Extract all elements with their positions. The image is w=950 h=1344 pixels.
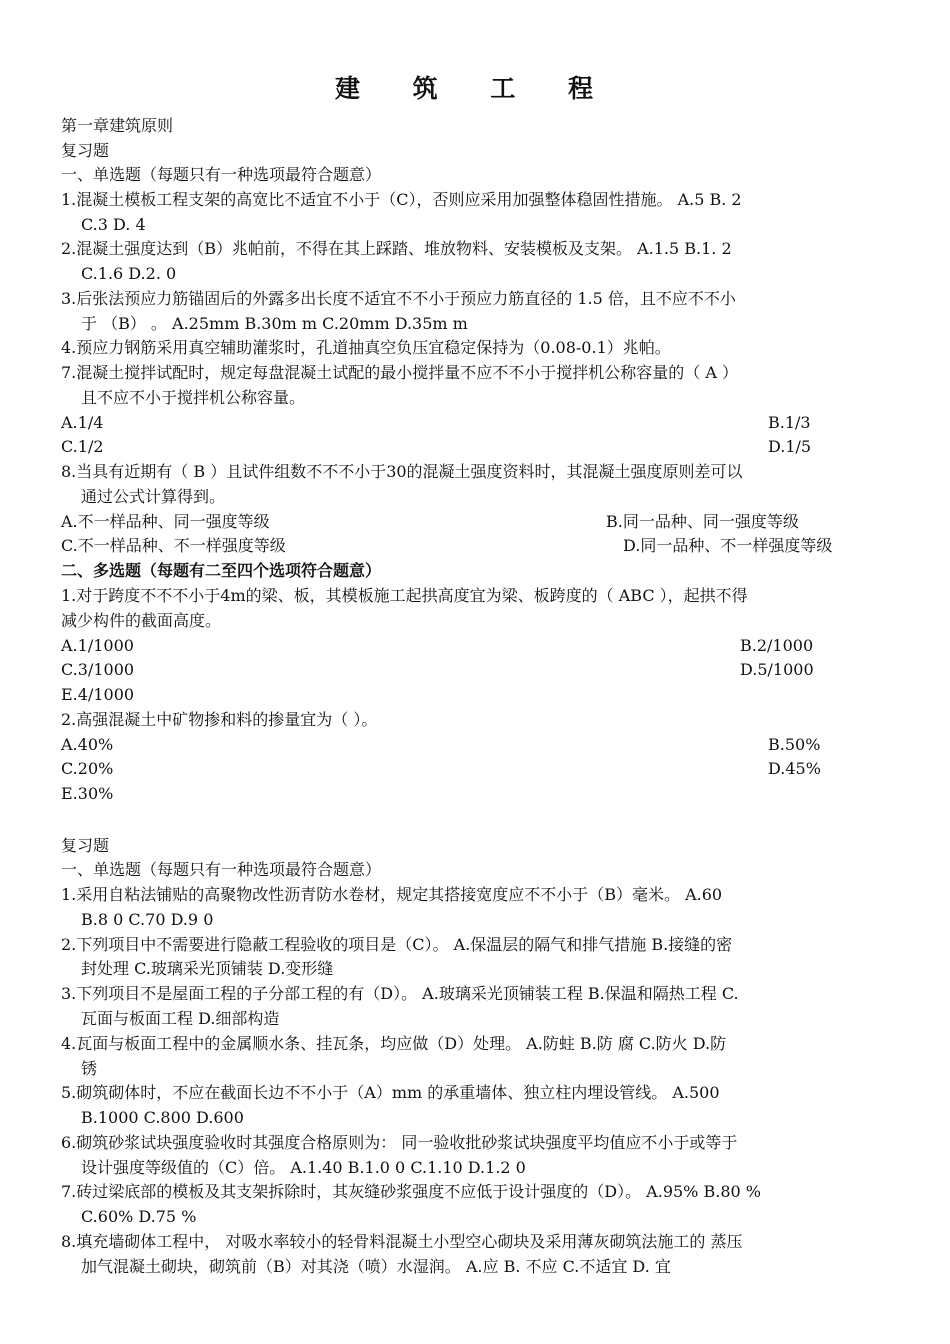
question-text: 5.砌筑砌体时，不应在截面长边不不小于（A）mm 的承重墙体、独立柱内埋设管线。 A.500 bbox=[61, 1083, 720, 1102]
question-text: 1.采用自粘法铺贴的高聚物改性沥青防水卷材，规定其搭接宽度应不不小于（B）毫米。 A.60 bbox=[61, 885, 723, 904]
question-text-cont: C.1.6 D.2. 0 bbox=[81, 264, 177, 283]
question-text: 3.后张法预应力筋锚固后的外露多出长度不适宜不不小于预应力筋直径的 1.5 倍，且不应不不小 bbox=[61, 289, 736, 308]
question-text-cont: B.1000 C.800 D.600 bbox=[81, 1108, 244, 1127]
page-title: 建 筑 工 程 bbox=[334, 74, 616, 103]
question-text: 4.瓦面与板面工程中的金属顺水条、挂瓦条，均应做（D）处理。 A.防蛀 B.防 腐 C.防火 D.防 bbox=[61, 1034, 727, 1053]
question-text-cont: B.8 0 C.70 D.9 0 bbox=[81, 910, 214, 929]
option: A.不一样品种、同一强度等级 bbox=[61, 512, 270, 531]
option: C.不一样品种、不一样强度等级 bbox=[61, 536, 286, 555]
option: E.30% bbox=[61, 784, 114, 803]
option: B.2/1000 bbox=[740, 636, 814, 655]
option: B.同一品种、同一强度等级 bbox=[606, 512, 799, 531]
review-heading: 复习题 bbox=[61, 836, 110, 855]
question-text-cont: 于 （B） 。 A.25mm B.30m m C.20mm D.35m m bbox=[81, 314, 468, 333]
option: E.4/1000 bbox=[61, 685, 135, 704]
question-text: 4.预应力钢筋采用真空辅助灌浆时，孔道抽真空负压宜稳定保持为（0.08-0.1）兆帕。 bbox=[61, 338, 671, 357]
option: A.1/1000 bbox=[61, 636, 134, 655]
review-heading: 复习题 bbox=[61, 141, 110, 160]
option: C.3/1000 bbox=[61, 660, 135, 679]
option: D.1/5 bbox=[768, 437, 812, 456]
question-text: 8.填充墙砌体工程中， 对吸水率较小的轻骨料混凝土小型空心砌块及采用薄灰砌筑法施工的 蒸压 bbox=[61, 1232, 743, 1251]
option: A.1/4 bbox=[61, 413, 104, 432]
question-text-cont: 通过公式计算得到。 bbox=[81, 487, 226, 506]
option: B.1/3 bbox=[768, 413, 811, 432]
question-text: 2.混凝土强度达到（B）兆帕前，不得在其上踩踏、堆放物料、安装模板及支架。 A.1.5 B.1. 2 bbox=[61, 239, 732, 258]
question-text-cont: 封处理 C.玻璃采光顶铺装 D.变形缝 bbox=[81, 959, 334, 978]
question-text: 1.混凝土模板工程支架的高宽比不适宜不小于（C），否则应采用加强整体稳固性措施。 A.5 B. 2 bbox=[61, 190, 742, 209]
option: D.5/1000 bbox=[740, 660, 814, 679]
section-heading: 一、单选题（每题只有一种选项最符合题意） bbox=[61, 165, 382, 184]
option: C.20% bbox=[61, 759, 114, 778]
question-text-cont: 设计强度等级值的（C）倍。 A.1.40 B.1.0 0 C.1.10 D.1.2 0 bbox=[81, 1158, 526, 1177]
section-heading: 二、多选题（每题有二至四个选项符合题意） bbox=[61, 561, 382, 580]
question-text: 2.下列项目中不需要进行隐蔽工程验收的项目是（C）。 A.保温层的隔气和排气措施 B.接缝的密 bbox=[61, 935, 733, 954]
question-text: 7.砖过梁底部的模板及其支架拆除时，其灰缝砂浆强度不应低于设计强度的（D）。 A.95% B.80 % bbox=[61, 1182, 761, 1201]
question-text: 8.当具有近期有（ B ）且试件组数不不不小于30的混凝土强度资料时，其混凝土强度原则差可以 bbox=[61, 462, 743, 481]
question-text: 7.混凝土搅拌试配时，规定每盘混凝土试配的最小搅拌量不应不不小于搅拌机公称容量的（ A ） bbox=[61, 363, 738, 382]
chapter-heading: 第一章建筑原则 bbox=[61, 116, 174, 135]
question-text: 6.砌筑砂浆试块强度验收时其强度合格原则为： 同一验收批砂浆试块强度平均值应不小于或等于 bbox=[61, 1133, 738, 1152]
option: A.40% bbox=[61, 735, 114, 754]
option: C.1/2 bbox=[61, 437, 104, 456]
question-text-cont: 减少构件的截面高度。 bbox=[61, 611, 222, 630]
question-text-cont: C.60% D.75 % bbox=[81, 1207, 197, 1226]
section-heading: 一、单选题（每题只有一种选项最符合题意） bbox=[61, 860, 382, 879]
option: B.50% bbox=[768, 735, 821, 754]
question-text-cont: 且不应不小于搅拌机公称容量。 bbox=[81, 388, 306, 407]
question-text-cont: 加气混凝土砌块，砌筑前（B）对其浇（喷）水湿润。 A.应 B. 不应 C.不适宜 D. 宜 bbox=[81, 1257, 671, 1276]
question-text: 2.高强混凝土中矿物掺和料的掺量宜为（ ）。 bbox=[61, 710, 378, 729]
question-text: 1.对于跨度不不不小于4m的梁、板，其模板施工起拱高度宜为梁、板跨度的（ ABC ），起拱不得 bbox=[61, 586, 748, 605]
question-text-cont: 锈 bbox=[81, 1059, 98, 1078]
question-text-cont: 瓦面与板面工程 D.细部构造 bbox=[81, 1009, 280, 1028]
option: D.45% bbox=[768, 759, 821, 778]
question-text-cont: C.3 D. 4 bbox=[81, 215, 146, 234]
question-text: 3.下列项目不是屋面工程的子分部工程的有（D）。 A.玻璃采光顶铺装工程 B.保温和隔热工程 C. bbox=[61, 984, 739, 1003]
option: D.同一品种、不一样强度等级 bbox=[623, 536, 833, 555]
